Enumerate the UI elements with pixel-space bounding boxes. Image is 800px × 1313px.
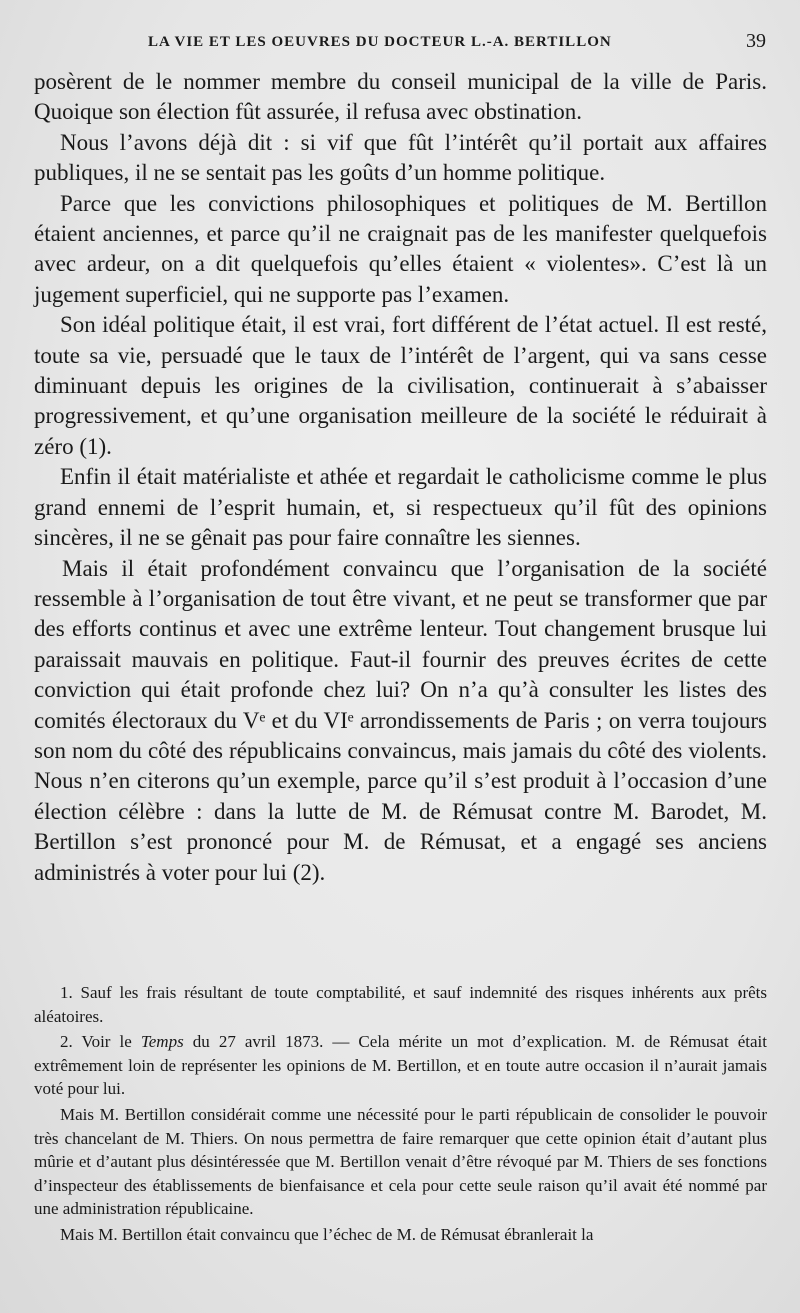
footnote-2-text: du 27 avril 1873. — Cela mérite un mot d’explication. M. de Rémusat était extrêmement loin de représenter les opinions de M. Bertillon, et en toute autre occasion il n’aurait jamais voté pour lui.	[34, 1032, 768, 1099]
running-header	[0, 30, 800, 58]
footnote-2-journal-title: Temps	[140, 1032, 184, 1052]
paragraph-3: Parce que les convictions philosophiques et politiques de M. Bertillon étaient anciennes, et parce qu’il ne craignait pas de les manifester quelquefois avec ardeur, on a dit quelquefois qu’elles étaient « violentes». C’est là un jugement superficiel, qui ne supporte pas l’examen.	[34, 190, 767, 307]
footnote-2	[34, 1030, 767, 1101]
running-header-title: LA VIE ET LES OEUVRES DU DOCTEUR L.-A. BERTILLON	[148, 34, 612, 50]
paragraph-2: Nous l’avons déjà dit : si vif que fût l’intérêt qu’il portait aux affaires publiques, il ne se sentait pas les goûts d’un homme politique.	[34, 129, 767, 186]
paragraph-6: Mais il était profondément convaincu que l’organisation de la société ressemble à l’organisation de tout être vivant, et ne peut se transformer que par des efforts continus et avec une extrême lenteur. Tout changement brusque lui paraissait mauvais en politique. Faut-il fournir des preuves écrites de cette conviction qui était profonde chez lui? On n’a qu’à consulter les listes des comités électoraux du Vᵉ et du VIᵉ arrondissements de Paris ; on verra toujours son nom du côté des républicains convaincus, mais jamais du côté des violents. Nous n’en citerons qu’un exemple, parce qu’il s’est produit à l’occasion d’une élection célèbre : dans la lutte de M. de Rémusat contre M. Barodet, M. Bertillon s’est prononcé pour M. de Rémusat, et a engagé ses anciens administrés à voter pour lui (2).	[34, 555, 767, 885]
footnote-2-continuation: Mais M. Bertillon considérait comme une nécessité pour le parti républicain de consolider le pouvoir très chancelant de M. Thiers. On nous permettra de faire remarquer que cette opinion était d’autant plus mûrie et d’autant plus désintéressée que M. Bertillon venait d’être révoqué par M. Thiers de ses fonctions d’inspecteur des établissements de bienfaisance et cela pour cette seule raison qu’il avait été nommé par une administration républicaine.	[34, 1104, 767, 1219]
page-number: 39	[746, 30, 766, 52]
main-text	[34, 67, 767, 888]
footnote-2-continuation-2: Mais M. Bertillon était convaincu que l’échec de M. de Rémusat ébranlerait la	[60, 1224, 594, 1244]
footnote-2-prefix: 2. Voir le	[60, 1032, 141, 1052]
paragraph-5: Enfin il était matérialiste et athée et regardait le catholicisme comme le plus grand ennemi de l’esprit humain, et, si respectueux qu’il fût des opinions sincères, il ne se gênait pas pour faire connaître les siennes.	[34, 464, 767, 551]
footnotes	[34, 981, 767, 1249]
paragraph-1: posèrent de le nommer membre du conseil municipal de la ville de Paris. Quoique son élection fût assurée, il refusa avec obstination.	[34, 69, 767, 125]
paragraph-4: Son idéal politique était, il est vrai, fort différent de l’état actuel. Il est resté, toute sa vie, persuadé que le taux de l’intérêt de l’argent, qui va sans cesse diminuant depuis les origines de la civilisation, continuerait à s’abaisser progressivement, et qu’une organisation meilleure de la société le réduirait à zéro (1).	[34, 312, 767, 459]
footnote-1: 1. Sauf les frais résultant de toute comptabilité, et sauf indemnité des risques inhérents aux prêts aléatoires.	[34, 983, 767, 1026]
